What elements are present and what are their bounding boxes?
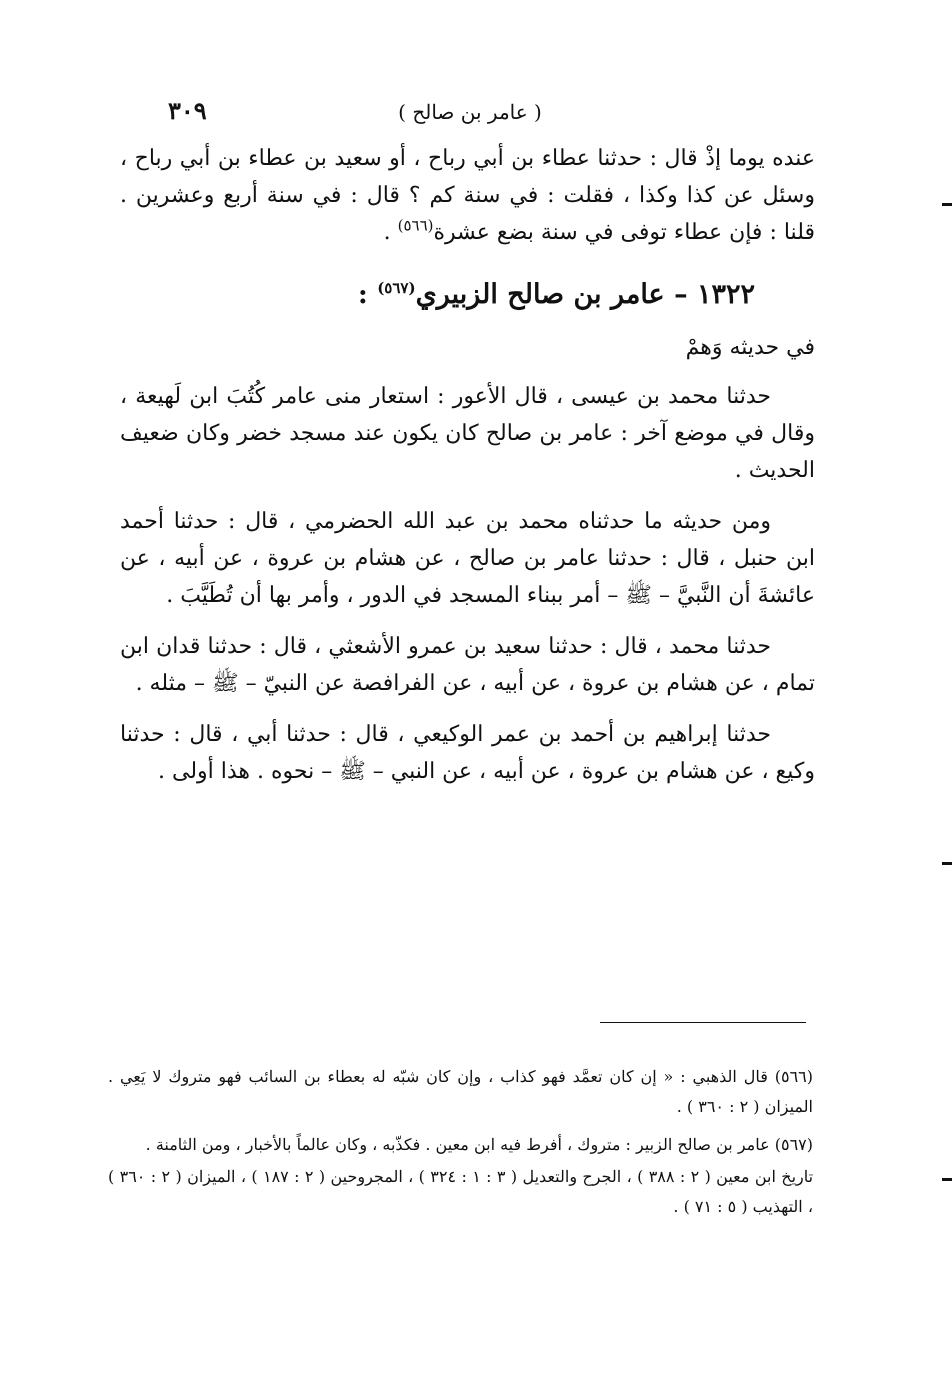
- footnote-separator: [600, 1022, 806, 1023]
- running-head: ( عامر بن صالح ): [398, 100, 542, 124]
- footnotes: [108, 1062, 813, 1230]
- footnote-566: (٥٦٦) قال الذهبي : « إن كان تعمَّد فهو كذاب ، وإن كان شبّه له بعطاء بن السائب فهو متروك لا يَعِي . الميزان ( ٢ : ٣٦٠ ) .: [108, 1067, 813, 1116]
- footnote-ref[interactable]: (٥٦٧): [377, 279, 416, 297]
- footnote-ref[interactable]: (٥٦٦): [397, 216, 434, 235]
- footnote-567-sources: تاريخ ابن معين ( ٢ : ٣٨٨ ) ، الجرح والتعديل ( ٣ : ١ : ٣٢٤ ) ، المجروحين ( ٢ : ١٨٧ ) ، الميزان ( ٢ : ٣٦٠ ) ، التهذيب ( ٥ : ٧١ ) .: [108, 1167, 814, 1216]
- entry-name: عامر بن صالح الزبيري: [415, 279, 665, 310]
- scan-edge-mark: [942, 203, 952, 206]
- paragraph: ومن حديثه ما حدثناه محمد بن عبد الله الحضرمي ، قال : حدثنا أحمد ابن حنبل ، قال : حدثنا عامر بن صالح ، عن هشام بن عروة ، عن أبيه ، عن عائشةَ أن النَّبيَّ – ﷺ – أمر ببناء المسجد في الدور ، وأمر بها أن تُطَيَّبَ .: [120, 509, 815, 608]
- paragraph: حدثنا محمد ، قال : حدثنا سعيد بن عمرو الأشعثي ، قال : حدثنا قدان ابن تمام ، عن هشام بن عروة ، عن أبيه ، عن الفرافصة عن النبيّ – ﷺ – مثله .: [120, 634, 815, 696]
- page-number: ٣٠٩: [168, 96, 207, 125]
- paragraph-end: .: [383, 220, 398, 245]
- main-text: [120, 140, 815, 804]
- page-header: [120, 96, 820, 136]
- entry-heading: [120, 273, 755, 317]
- entry-note: في حديثه وَهمْ: [685, 335, 815, 360]
- paragraph-text: عنده يوما إذْ قال : حدثنا عطاء بن أبي رباح ، أو سعيد بن عطاء بن أبي رباح ، وسئل عن كذا وكذا ، فقلت : في سنة كم ؟ قال : في سنة أربع وعشرين . قلنا : فإن عطاء توفى في سنة بضع عشرة: [120, 146, 815, 245]
- entry-dash: –: [664, 279, 697, 310]
- footnote-567: (٥٦٧) عامر بن صالح الزبير : متروك ، أفرط فيه ابن معين . فكذّبه ، وكان عالماً بالأخبار ، ومن الثامنة .: [145, 1135, 813, 1154]
- paragraph: حدثنا إبراهيم بن أحمد بن عمر الوكيعي ، قال : حدثنا أبي ، قال : حدثنا وكيع ، عن هشام بن عروة ، عن أبيه ، عن النبي – ﷺ – نحوه . هذا أولى .: [120, 722, 815, 784]
- paragraph: حدثنا محمد بن عيسى ، قال الأعور : استعار منى عامر كُتُبَ ابن لَهيعة ، وقال في موضع آخر : عامر بن صالح كان يكون عند مسجد خضر وكان ضعيف الحديث .: [120, 384, 815, 483]
- paragraph-continuation: [120, 140, 815, 251]
- entry-colon: :: [357, 279, 378, 310]
- scan-edge-mark: [942, 862, 952, 865]
- entry-number: ١٣٢٢: [696, 279, 755, 310]
- scan-edge-mark: [942, 1178, 952, 1181]
